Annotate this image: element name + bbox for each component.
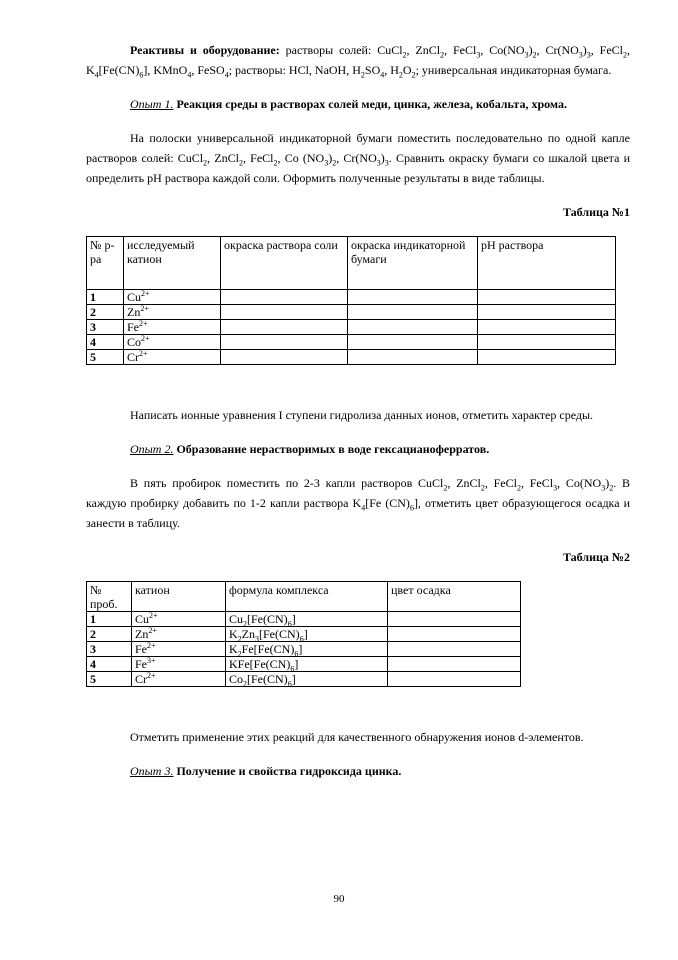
table1-header-cell: окраска раствора соли [221, 237, 348, 290]
reagents-text: растворы солей: CuCl$_2$, ZnCl$_2$, FeCl$_3$, $Co(NO_3)_2$, $Cr(NO_3)_3$, FeCl$_2$, $K_4[Fe(CN)_6]$, KMnO$_4$, FeSO$_4$; растворы: HCl, NaOH, $H_2SO_4$, $H_2O_2$; универсальная индикаторная бумага. [86, 43, 631, 80]
exp3-label: Опыт 3. [130, 764, 174, 778]
exp1-paragraph: На полоски универсальной индикаторной бумаги поместить последовательно по одной капле растворов солей: CuCl$_2$, ZnCl$_2$, FeCl$_2$, Co $(NO_3)_2$, $Cr(NO_3)_3$. Сравнить окраску бумаги со шкалой цвета и определить pH раствора каждой соли. Оформить полученные результаты в виде таблицы. [86, 131, 631, 185]
table-2 [86, 581, 521, 687]
table-row: 1 $Cu^{2+}$ [87, 290, 616, 305]
table-row: 5 $Cr^{2+}$ $Co_2[Fe(CN)_6]$ [87, 672, 521, 687]
exp2-paragraph: В пять пробирок поместить по 2-3 капли растворов CuCl$_2$, ZnCl$_2$, FeCl$_2$, FeCl$_3$, $Co(NO_3)_2$. В каждую пробирку добавить по 1-2 капли раствора $K_4[Fe$ $(CN)_6$], отметить цвет образующегося осадка и занести в таблицу. [86, 476, 630, 530]
exp1-after-text: Написать ионные уравнения I ступени гидролиза данных ионов, отметить характер среды. [130, 408, 594, 422]
reagents-label: Реактивы и оборудование: [130, 43, 280, 57]
table2-header-cell: № проб. [87, 582, 132, 612]
reagents-paragraph [86, 40, 630, 80]
table-row: 4 $Co^{2+}$ [87, 335, 616, 350]
table1-header-cell: № р-ра [87, 237, 124, 290]
exp3-title: Получение и свойства гидроксида цинка. [173, 764, 402, 778]
table1-header-cell: окраска индикаторной бумаги [348, 237, 478, 290]
table2-caption: Таблица №2 [562, 550, 630, 564]
page-number: 90 [333, 893, 345, 905]
table-row: 1 $Cu^{2+}$ $Cu_2[Fe(CN)_6]$ [87, 612, 521, 627]
table-row: 3 $Fe^{2+}$ [87, 320, 616, 335]
table-row: 3 $Fe^{2+}$ $K_2Fe[Fe(CN)_6]$ [87, 642, 521, 657]
table1-caption: Таблица №1 [562, 205, 630, 219]
table2-header-cell: цвет осадка [388, 582, 521, 612]
page-content [86, 40, 630, 781]
table1-header-cell: pH раствора [478, 237, 616, 290]
table-row: 2 $Zn^{2+}$ [87, 305, 616, 320]
table2-header-row [87, 582, 521, 612]
exp1-label: Опыт 1. [130, 97, 174, 111]
exp1-heading [86, 94, 630, 114]
table2-header-cell: формула комплекса [226, 582, 388, 612]
table-1 [86, 236, 616, 365]
table2-header-cell: катион [132, 582, 226, 612]
table-row: 5 $Cr^{2+}$ [87, 350, 616, 365]
exp2-heading [86, 439, 630, 459]
table1-header-row [87, 237, 616, 290]
exp1-title: Реакция среды в растворах солей меди, цинка, железа, кобальта, хрома. [173, 97, 568, 111]
table-row: 2 $Zn^{2+}$ $K_2Zn_3[Fe(CN)_6]$ [87, 627, 521, 642]
exp3-heading [86, 761, 630, 781]
exp2-label: Опыт 2. [130, 442, 174, 456]
exp2-title: Образование нерастворимых в воде гексацианоферратов. [173, 442, 490, 456]
table1-header-cell: исследуемый катион [124, 237, 221, 290]
exp2-after-text: Отметить применение этих реакций для качественного обнаружения ионов d-элементов. [130, 730, 584, 744]
table-row: 4 $Fe^{3+}$ $KFe[Fe(CN)_6]$ [87, 657, 521, 672]
